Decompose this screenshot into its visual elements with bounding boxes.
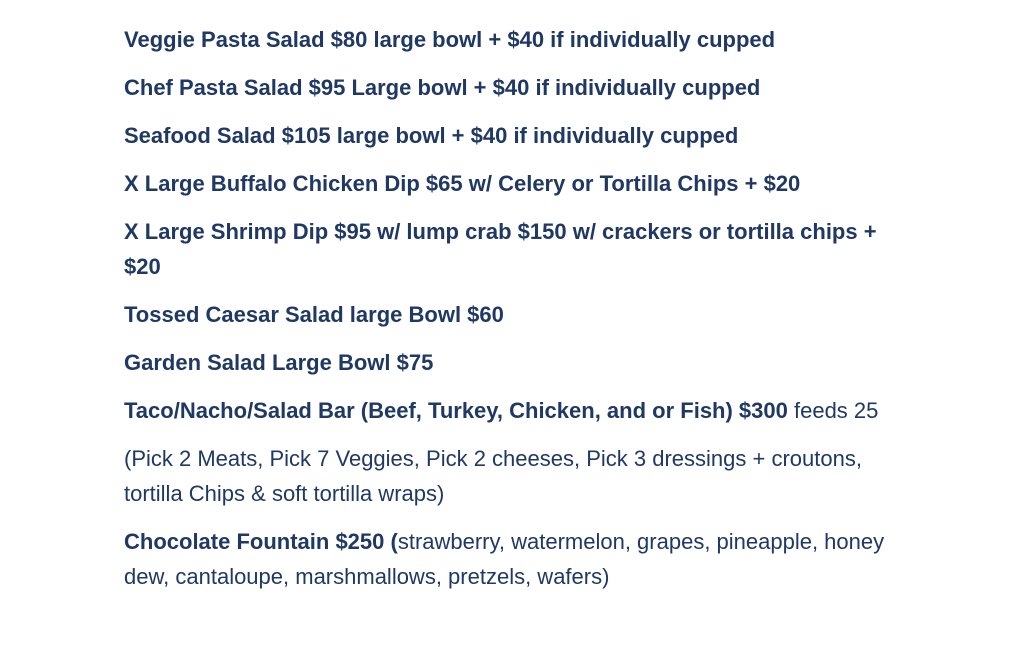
catering-menu — [124, 22, 904, 607]
menu-item-note: feeds 25 — [787, 398, 879, 423]
menu-item-text: Chef Pasta Salad $95 Large bowl + $40 if individually cupped — [124, 75, 761, 100]
menu-item-seafood-salad — [124, 118, 904, 153]
menu-item-chocolate-fountain — [124, 524, 904, 594]
menu-item-note: strawberry, watermelon, grapes, pineapple, honey dew, cantaloupe, marshmallows, pretzels, wafers) — [124, 529, 885, 589]
menu-item-text: Chocolate Fountain $250 ( — [124, 529, 398, 554]
menu-item-text: Veggie Pasta Salad $80 large bowl + $40 if individually cupped — [124, 27, 776, 52]
menu-item-note: (Pick 2 Meats, Pick 7 Veggies, Pick 2 cheeses, Pick 3 dressings + croutons, tortilla Chips & soft tortilla wraps) — [124, 446, 862, 506]
menu-item-text: Seafood Salad $105 large bowl + $40 if individually cupped — [124, 123, 739, 148]
menu-item-text: Garden Salad Large Bowl $75 — [124, 350, 434, 375]
menu-item-caesar-salad — [124, 297, 904, 332]
menu-item-garden-salad — [124, 345, 904, 380]
menu-item-chef-pasta-salad — [124, 70, 904, 105]
menu-item-shrimp-dip — [124, 214, 904, 284]
menu-item-buffalo-chicken-dip — [124, 166, 904, 201]
menu-item-text: Taco/Nacho/Salad Bar (Beef, Turkey, Chicken, and or Fish) $300 — [124, 398, 788, 423]
menu-item-veggie-pasta-salad — [124, 22, 904, 57]
menu-item-text: X Large Shrimp Dip $95 w/ lump crab $150 w/ crackers or tortilla chips + $20 — [124, 219, 877, 279]
menu-item-taco-bar — [124, 393, 904, 428]
menu-item-taco-bar-details — [124, 441, 904, 511]
menu-item-text: X Large Buffalo Chicken Dip $65 w/ Celery or Tortilla Chips + $20 — [124, 171, 801, 196]
menu-item-text: Tossed Caesar Salad large Bowl $60 — [124, 302, 504, 327]
